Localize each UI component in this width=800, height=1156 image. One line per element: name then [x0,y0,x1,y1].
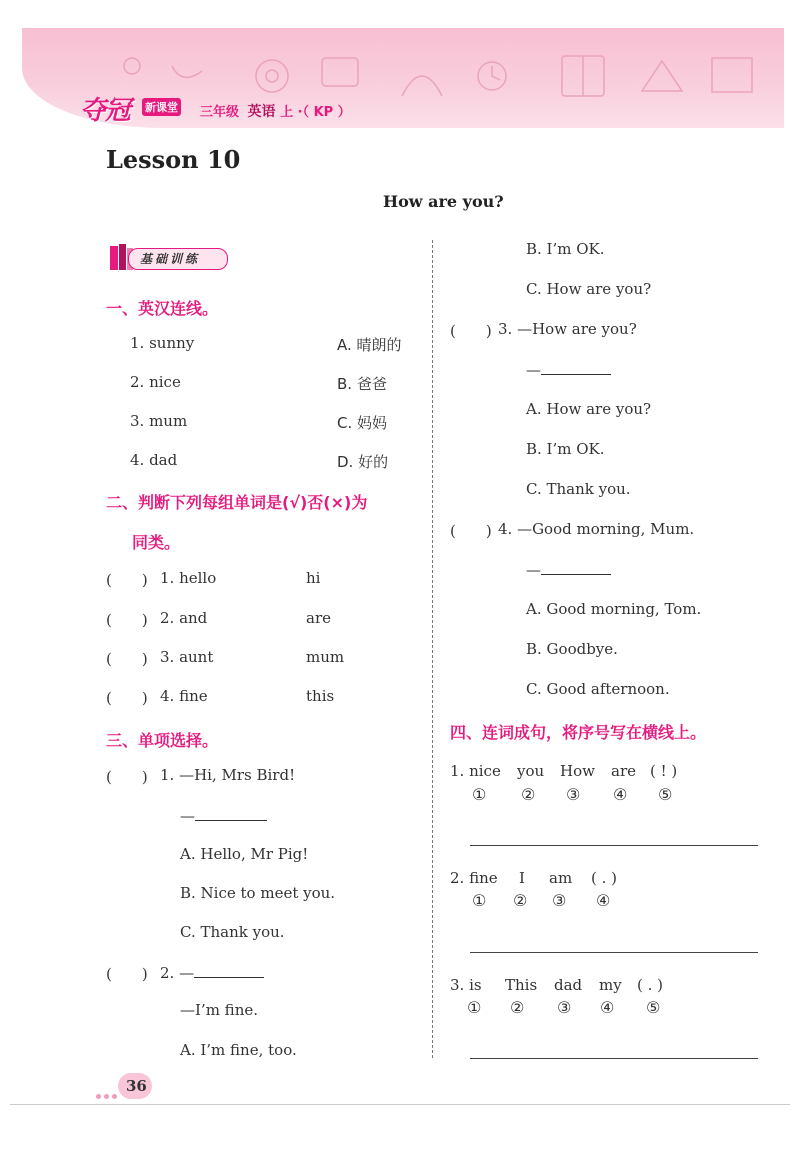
s4q2-word-1: 2. fine [450,869,498,887]
answer-paren[interactable]: ( ) [106,689,148,707]
s4q3-num-5: ⑤ [646,998,661,1017]
q2-option-c: C. How are you? [526,280,652,298]
s4q2-num-4: ④ [596,891,611,910]
s4q3-num-1: ① [467,998,482,1017]
section1-title: 一、英汉连线。 [106,299,219,318]
answer-paren[interactable]: ( ) [106,768,148,786]
match-right-b: B. 爸爸 [337,375,387,393]
match-right-c: C. 妈妈 [337,414,388,432]
answer-line-1[interactable] [470,845,758,846]
q4-reply: — [526,560,611,579]
q4-option-a: A. Good morning, Tom. [526,600,702,618]
q2-option-b: B. I’m OK. [526,240,605,258]
s4q2-num-1: ① [472,891,487,910]
section2-title: 二、判断下列每组单词是(√)否(×)为 [106,493,368,512]
section-badge [106,240,226,274]
q2-stem: 2. — [160,963,264,982]
q4-option-c: C. Good afternoon. [526,680,670,698]
match-left-3: 3. mum [130,412,188,430]
s4q1-word-4: are [611,762,636,780]
answer-paren[interactable]: ( ) [106,965,148,983]
match-left-1: 1. sunny [130,334,195,352]
s4q1-num-1: ① [472,785,487,804]
section3-title: 三、单项选择。 [106,731,219,750]
q3-option-c: C. Thank you. [526,480,631,498]
lesson-subtitle: How are you? [383,192,504,211]
s4q3-num-3: ③ [557,998,572,1017]
section2-title-cont: 同类。 [132,533,181,552]
answer-paren[interactable]: ( ) [106,611,148,629]
judge-item-2: 2. and [160,609,208,627]
blank-line[interactable] [195,806,267,821]
s4q1-word-3: How [560,762,595,780]
s4q2-word-3: am [549,869,573,887]
s4q2-word-4: ( . ) [591,869,618,887]
subject-label: 英语 [247,104,276,120]
edition-label: 上 ·（ KP ） [280,105,351,120]
series-info [200,101,351,121]
logo-main: 夺冠 [80,96,131,126]
q3-stem: 3. —How are you? [498,320,637,338]
s4q2-num-2: ② [513,891,528,910]
answer-line-3[interactable] [470,1058,758,1059]
q1-option-c: C. Thank you. [180,923,285,941]
lesson-title: Lesson 10 [106,145,241,174]
s4q3-word-3: dad [554,976,583,994]
section4-title: 四、连词成句，将序号写在横线上。 [450,723,707,742]
q4-option-b: B. Goodbye. [526,640,618,658]
s4q1-num-3: ③ [566,785,581,804]
judge-word-1: hi [306,569,321,587]
s4q1-num-5: ⑤ [658,785,673,804]
answer-paren[interactable]: ( ) [450,322,492,340]
brand-logo [80,90,190,124]
q2-option-a: A. I’m fine, too. [180,1041,297,1059]
s4q1-word-5: ( ! ) [650,762,678,780]
answer-paren[interactable]: ( ) [106,650,148,668]
s4q3-num-4: ④ [600,998,615,1017]
match-left-4: 4. dad [130,451,178,469]
s4q3-word-5: ( . ) [637,976,664,994]
s4q3-num-2: ② [510,998,525,1017]
page-number: 36 [126,1077,147,1095]
judge-item-4: 4. fine [160,687,208,705]
badge-label: 基础训练 [140,252,201,266]
q1-reply: — [180,806,267,825]
logo-sub: 新课堂 [142,98,181,116]
q3-option-a: A. How are you? [526,400,652,418]
answer-paren[interactable]: ( ) [450,522,492,540]
blank-line[interactable] [541,560,611,575]
footer-divider [10,1104,790,1105]
judge-item-1: 1. hello [160,569,217,587]
s4q1-num-2: ② [521,785,536,804]
answer-line-2[interactable] [470,952,758,953]
s4q1-word-2: you [517,762,545,780]
match-right-d: D. 好的 [337,453,389,471]
q1-option-a: A. Hello, Mr Pig! [180,845,309,863]
s4q3-word-1: 3. is [450,976,482,994]
q1-option-b: B. Nice to meet you. [180,884,336,902]
judge-item-3: 3. aunt [160,648,214,666]
page-dots [96,1084,120,1103]
blank-line[interactable] [194,963,264,978]
judge-word-2: are [306,609,331,627]
s4q3-word-2: This [505,976,538,994]
q3-reply: — [526,360,611,379]
q2-answer: —I’m fine. [180,1001,258,1019]
judge-word-3: mum [306,648,345,666]
s4q1-num-4: ④ [613,785,628,804]
match-left-2: 2. nice [130,373,181,391]
answer-paren[interactable]: ( ) [106,571,148,589]
q3-option-b: B. I’m OK. [526,440,605,458]
s4q2-word-2: I [519,869,525,887]
q4-stem: 4. —Good morning, Mum. [498,520,695,538]
q1-stem: 1. —Hi, Mrs Bird! [160,766,296,784]
grade-label: 三年级 [200,105,240,120]
s4q1-word-1: 1. nice [450,762,501,780]
blank-line[interactable] [541,360,611,375]
match-right-a: A. 晴朗的 [337,336,402,354]
judge-word-4: this [306,687,335,705]
s4q3-word-4: my [599,976,622,994]
s4q2-num-3: ③ [552,891,567,910]
column-divider [432,240,433,1058]
